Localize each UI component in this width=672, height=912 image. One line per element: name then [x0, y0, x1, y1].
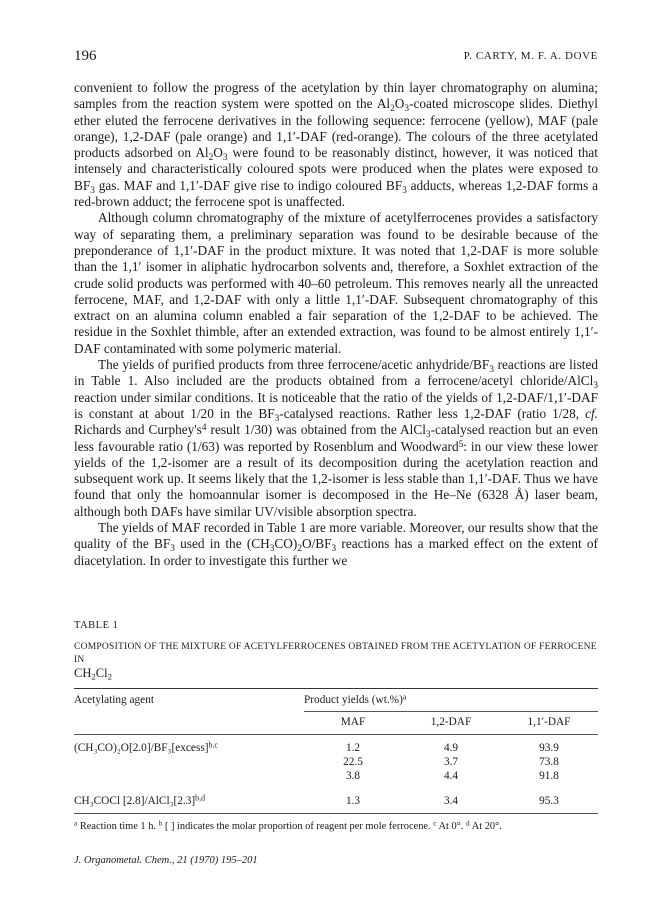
table-label: TABLE 1: [74, 620, 119, 631]
yields-table: [74, 688, 598, 814]
header-product-yields: Product yields $(wt.\%)^a$: [304, 692, 407, 706]
cell-r3-12daf: 4.4: [443, 770, 459, 782]
paragraph-2: Although column chromatography of the mixture of acetylferrocenes provides a satisfactory way of separating them, a preliminary separation was found to be desirable because of the preponderance of 1,1′-DAF in the product mixture. It was noted that 1,2-DAF is more soluble than the 1,1′ isomer in aliphatic hydrocarbon solvents and, therefore, a Soxhlet extraction of the crude solid products was performed with 40–60 petroleum. This removes nearly all the unreacted ferrocene, MAF, and 1,2-DAF with only a little 1,1′-DAF. Subsequent chromatography of this extract on an alumina column enabled a fair separation of the 1,2-DAF to be achieved. The residue in the Soxhlet thimble, after an extended extraction, was found to be almost entirely 1,1′-DAF contaminated with some polymeric material.: [74, 210, 598, 356]
cell-r1-maf: 1.2: [345, 742, 361, 754]
cell-r4-11daf: 95.3: [539, 795, 559, 807]
journal-citation: J. Organometal. Chem., 21 (1970) 195–201: [74, 855, 258, 866]
running-head: P. CARTY, M. F. A. DOVE: [463, 50, 598, 62]
page-header: [74, 48, 598, 68]
paragraph-3: The yields of purified products from three ferrocene/acetic anhydride/$BF_3$ reactions are listed in Table 1. Also included are the products obtained from a ferrocene/acetyl chloride/AlCl$_3$ reaction under similar conditions. It is noticeable that the ratio of the yields of 1,2-DAF/1,1′-DAF is constant at about 1/20 in the $BF_3$-catalysed reactions. Rather less 1,2-DAF (ratio 1/28, cf. Richards and $Curphey's^4$ result 1/30) was obtained from the AlCl$_3$-catalysed reaction but an even less favourable ratio (1/63) was reported by Rosenblum and Woodward$^5$: in our view these lower yields of the 1,2-isomer are a result of its decomposition during the acetylation reaction and subsequent work up. It seems likely that the 1,2-isomer is less stable than 1,1′-DAF. Thus we have found that only the homoannular isomer is decomposed in the He–Ne (6328 Å) laser beam, although both DAFs have similar UV/visible absorption spectra.: [74, 357, 598, 519]
cell-r2-11daf: 73.8: [539, 756, 559, 768]
agent-alcl3: CH₃COCl $[2.8]/AlCl_3[2.3]^{b,d}$: [74, 793, 206, 807]
paragraph-4: The yields of MAF recorded in Table 1 are more variable. Moreover, our results show that the quality of the $BF_3$ used in the $(CH_3CO)_2O/BF_3$ reactions has a marked effect on the extent of diacetylation. In order to investigate this further we: [74, 520, 598, 568]
cell-r4-maf: 1.3: [345, 795, 361, 807]
cell-r1-11daf: 93.9: [539, 742, 559, 754]
header-12-daf: 1,2-DAF: [402, 712, 500, 735]
table-caption-solvent: $CH_2Cl_2$: [74, 666, 112, 682]
cell-r1-12daf: 4.9: [443, 742, 459, 754]
cell-r4-12daf: 3.4: [443, 795, 459, 807]
header-maf: MAF: [304, 712, 402, 735]
page-number: 196: [74, 48, 97, 64]
agent-bf3: (CH₃CO)₂O[2.0]/BF₃[excess]$^{b,c}$: [74, 740, 218, 754]
body-text: [74, 80, 598, 569]
cell-r3-maf: 3.8: [345, 770, 361, 782]
header-acetylating-agent: Acetylating agent: [74, 694, 154, 706]
table-1: [74, 620, 598, 834]
paragraph-1: convenient to follow the progress of the acetylation by thin layer chromatography on alumina; samples from the reaction system were spotted on the $Al_2O_3$-coated microscope slides. Diethyl ether eluted the ferrocene derivatives in the following sequence: ferrocene (yellow), MAF (pale orange), 1,2-DAF (pale orange) and 1,1′-DAF (red-orange). The colours of the three acetylated products adsorbed on $Al_2O_3$ were found to be reasonably distinct, however, it was noticed that intensely and characteristically coloured spots were produced when the plates were exposed to $BF_3$ gas. MAF and 1,1′-DAF give rise to indigo coloured $BF_3$ adducts, whereas 1,2-DAF forms a red-brown adduct; the ferrocene spot is unaffected.: [74, 80, 599, 210]
cell-r2-12daf: 3.7: [443, 756, 459, 768]
table-footnote: $^a$ Reaction time 1 h. $^b$ [ ] indicates the molar proportion of reagent per mole ferrocene. $^c$ At 0°. $^d$ At 20°.: [74, 819, 502, 832]
cell-r2-maf: 22.5: [343, 756, 363, 768]
header-11-daf: 1,1′-DAF: [500, 712, 598, 735]
cell-r3-11daf: 91.8: [539, 770, 559, 782]
table-caption: [74, 641, 598, 682]
table-caption-text: COMPOSITION OF THE MIXTURE OF ACETYLFERROCENES OBTAINED FROM THE ACETYLATION OF FERROCENE IN: [74, 642, 597, 665]
